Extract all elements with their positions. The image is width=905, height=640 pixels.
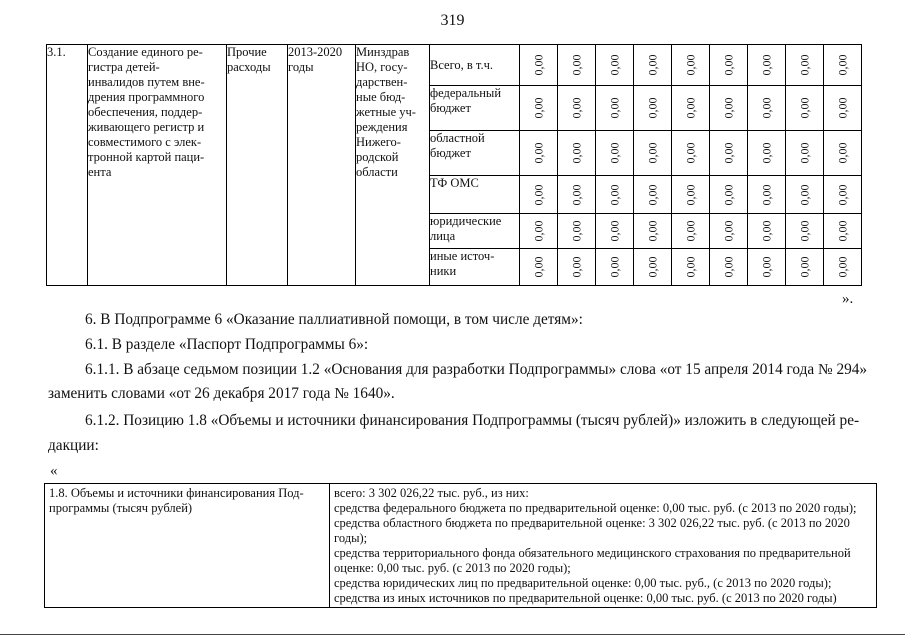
funding-source-label: федеральный xyxy=(430,86,502,100)
value-text: 0,00 xyxy=(569,256,583,278)
expense-type-cell-line: Прочие xyxy=(227,45,267,59)
value-text: 0,00 xyxy=(797,184,811,205)
paragraph-6-1-1-line-2: заменить словами «от 26 декабря 2017 года № 1640». xyxy=(48,385,395,402)
value-text: 0,00 xyxy=(683,142,697,164)
value-cell xyxy=(558,176,596,214)
value-text: 0,00 xyxy=(683,256,697,278)
executor-cell-line: НО, госу- xyxy=(356,60,408,74)
value-text: 0,00 xyxy=(645,220,659,242)
passport-table xyxy=(44,483,877,608)
executor-cell-line: Нижего- xyxy=(356,135,401,149)
funding-source-label: иные источ- xyxy=(430,249,495,263)
value-cell xyxy=(672,249,710,286)
paragraph-6: 6. В Подпрограмме 6 «Оказание паллиативной помощи, в том числе детям»: xyxy=(85,311,583,328)
value-cell xyxy=(634,176,672,214)
value-cell xyxy=(824,249,862,286)
value-cell xyxy=(520,86,558,131)
value-cell xyxy=(824,131,862,176)
value-cell xyxy=(748,176,786,214)
passport-value-line: всего: 3 302 026,22 тыс. руб., из них: xyxy=(334,486,529,500)
activity-name-cell-line: тронной картой паци- xyxy=(88,150,205,164)
passport-item-name xyxy=(45,484,330,608)
value-text: 0,00 xyxy=(797,97,811,119)
value-cell xyxy=(634,45,672,86)
passport-value-line: средства федерального бюджета по предварительной оценке: 0,00 тыс. руб. (с 2013 по 2020 годы); xyxy=(334,501,857,515)
value-text: 0,00 xyxy=(759,142,773,164)
value-text: 0,00 xyxy=(683,54,697,76)
funding-source-label: ники xyxy=(430,264,457,278)
value-text: 0,00 xyxy=(759,97,773,119)
value-text: 0,00 xyxy=(721,184,735,205)
value-text: 0,00 xyxy=(721,256,735,278)
expense-type-cell xyxy=(227,45,288,286)
value-text: 0,00 xyxy=(797,220,811,242)
value-cell xyxy=(786,214,824,249)
value-text: 0,00 xyxy=(759,220,773,242)
value-cell xyxy=(786,131,824,176)
value-cell xyxy=(824,214,862,249)
passport-value-line: годы); xyxy=(334,531,368,545)
funding-source-label: областной xyxy=(430,131,485,145)
value-text: 0,00 xyxy=(531,184,545,205)
value-text: 0,00 xyxy=(607,220,621,242)
value-text: 0,00 xyxy=(607,184,621,205)
value-text: 0,00 xyxy=(607,54,621,76)
value-text: 0,00 xyxy=(759,256,773,278)
value-text: 0,00 xyxy=(531,256,545,278)
activity-name-cell-line: гистра детей- xyxy=(88,60,160,74)
value-text: 0,00 xyxy=(721,220,735,242)
value-text: 0,00 xyxy=(835,142,849,164)
executor-cell-line: Минздрав xyxy=(356,45,410,59)
value-text: 0,00 xyxy=(645,142,659,164)
value-cell xyxy=(596,176,634,214)
value-text: 0,00 xyxy=(607,97,621,119)
value-cell xyxy=(520,131,558,176)
value-cell xyxy=(672,131,710,176)
expense-type-cell-line: расходы xyxy=(227,60,271,74)
passport-value-line: средства территориального фонда обязательного медицинского страхования по предварительной xyxy=(334,546,851,560)
value-cell xyxy=(748,86,786,131)
value-text: 0,00 xyxy=(569,54,583,76)
paragraph-6-1-2-line-2: дакции: xyxy=(48,437,99,454)
value-cell xyxy=(520,45,558,86)
paragraph-6-1: 6.1. В разделе «Паспорт Подпрограммы 6»: xyxy=(85,336,369,353)
funding-source-cell xyxy=(430,45,520,86)
executor-cell-line: дарствен- xyxy=(356,75,408,89)
value-cell xyxy=(824,176,862,214)
funding-source-cell xyxy=(430,131,520,176)
funding-source-cell xyxy=(430,176,520,214)
value-text: 0,00 xyxy=(759,54,773,76)
value-cell xyxy=(672,214,710,249)
value-cell xyxy=(710,131,748,176)
value-text: 0,00 xyxy=(835,220,849,242)
value-cell xyxy=(672,176,710,214)
value-cell xyxy=(748,214,786,249)
passport-item-name-line: 1.8. Объемы и источники финансирования Под- xyxy=(49,486,304,500)
value-text: 0,00 xyxy=(569,184,583,205)
funding-source-label: Всего, в т.ч. xyxy=(430,58,493,72)
value-cell xyxy=(748,131,786,176)
period-cell xyxy=(288,45,356,286)
passport-value-line: средства областного бюджета по предварительной оценке: 3 302 026,22 тыс. руб. (с 2013 по 2020 xyxy=(334,516,850,530)
value-text: 0,00 xyxy=(835,256,849,278)
executor-cell-line: области xyxy=(356,165,398,179)
activity-name-cell-line: ента xyxy=(88,165,112,179)
value-cell xyxy=(596,45,634,86)
value-cell xyxy=(786,86,824,131)
value-text: 0,00 xyxy=(683,220,697,242)
value-cell xyxy=(634,249,672,286)
activity-name-cell-line: инвалидов путем вне- xyxy=(88,75,205,89)
value-cell xyxy=(596,214,634,249)
value-cell xyxy=(520,249,558,286)
funding-source-cell xyxy=(430,214,520,249)
page-bottom-rule xyxy=(0,634,905,635)
funding-table xyxy=(46,44,862,286)
value-cell xyxy=(520,176,558,214)
value-text: 0,00 xyxy=(531,54,545,76)
value-cell xyxy=(596,86,634,131)
funding-source-label: лица xyxy=(430,229,456,243)
funding-source-cell xyxy=(430,249,520,286)
value-text: 0,00 xyxy=(835,97,849,119)
executor-cell-line: жетные уч- xyxy=(356,105,416,119)
table-row xyxy=(47,45,862,86)
value-text: 0,00 xyxy=(683,184,697,205)
period-cell-line: годы xyxy=(288,60,314,74)
funding-source-label: ТФ ОМС xyxy=(430,176,479,190)
value-cell xyxy=(710,86,748,131)
value-text: 0,00 xyxy=(721,142,735,164)
value-text: 0,00 xyxy=(797,256,811,278)
value-cell xyxy=(710,249,748,286)
value-text: 0,00 xyxy=(607,256,621,278)
value-text: 0,00 xyxy=(835,184,849,205)
executor-cell-line: ные бюд- xyxy=(356,90,406,104)
value-text: 0,00 xyxy=(645,256,659,278)
value-cell xyxy=(710,176,748,214)
value-text: 0,00 xyxy=(569,220,583,242)
value-cell xyxy=(558,214,596,249)
executor-cell xyxy=(356,45,430,286)
period-cell-line: 2013-2020 xyxy=(288,45,343,59)
funding-source-cell xyxy=(430,86,520,131)
value-text: 0,00 xyxy=(797,54,811,76)
value-cell xyxy=(520,214,558,249)
activity-name-cell-line: живающего регистр и xyxy=(88,120,205,134)
value-cell xyxy=(710,45,748,86)
value-text: 0,00 xyxy=(835,54,849,76)
value-cell xyxy=(672,45,710,86)
passport-item-value xyxy=(330,484,877,608)
value-cell xyxy=(786,176,824,214)
value-cell xyxy=(558,131,596,176)
value-cell xyxy=(596,249,634,286)
funding-source-label: бюджет xyxy=(430,146,471,160)
passport-value-line: средства юридических лиц по предварительной оценке: 0,00 тыс. руб., (с 2013 по 2020 годы); xyxy=(334,576,832,590)
value-cell xyxy=(710,214,748,249)
passport-row xyxy=(45,484,877,608)
value-text: 0,00 xyxy=(645,97,659,119)
value-cell xyxy=(634,86,672,131)
value-text: 0,00 xyxy=(721,97,735,119)
funding-source-label: юридические xyxy=(430,214,502,228)
paragraph-6-1-1-line-1: 6.1.1. В абзаце седьмом позиции 1.2 «Основания для разработки Подпрограммы» слова «от 15 апреля 2014 года № 294» xyxy=(85,361,868,378)
value-cell xyxy=(786,249,824,286)
funding-source-label: бюджет xyxy=(430,101,471,115)
passport-value-line: оценке: 0,00 тыс. руб. (с 2013 по 2020 годы); xyxy=(334,561,571,575)
executor-cell-line: родской xyxy=(356,150,399,164)
value-text: 0,00 xyxy=(607,142,621,164)
value-text: 0,00 xyxy=(797,142,811,164)
value-cell xyxy=(824,86,862,131)
activity-name-cell-line: обеспечения, поддер- xyxy=(88,105,203,119)
passport-item-name-line: программы (тысяч рублей) xyxy=(49,501,193,515)
value-text: 0,00 xyxy=(569,142,583,164)
value-text: 0,00 xyxy=(645,54,659,76)
value-cell xyxy=(558,86,596,131)
value-text: 0,00 xyxy=(531,220,545,242)
value-text: 0,00 xyxy=(645,184,659,205)
activity-name-cell-line: совместимого с элек- xyxy=(88,135,202,149)
passport-value-line: средства из иных источников по предварительной оценке: 0,00 тыс. руб. (с 2013 по 2020 годы) xyxy=(334,591,837,605)
opening-quote: « xyxy=(50,463,58,479)
value-text: 0,00 xyxy=(569,97,583,119)
value-cell xyxy=(634,214,672,249)
value-cell xyxy=(558,249,596,286)
paragraph-6-1-2-line-1: 6.1.2. Позицию 1.8 «Объемы и источники финансирования Подпрограммы (тысяч рублей)» изложить в следующей ре- xyxy=(85,412,860,429)
activity-name-cell-line: дрения программного xyxy=(88,90,205,104)
closing-quote: ». xyxy=(842,291,854,307)
row-number-cell: 3.1. xyxy=(47,45,88,286)
executor-cell-line: реждения xyxy=(356,120,408,134)
page-number: 319 xyxy=(440,12,465,29)
activity-name-cell xyxy=(88,45,227,286)
value-cell xyxy=(596,131,634,176)
value-text: 0,00 xyxy=(721,54,735,76)
value-text: 0,00 xyxy=(531,142,545,164)
value-cell xyxy=(558,45,596,86)
activity-name-cell-line: Создание единого ре- xyxy=(88,45,203,59)
value-text: 0,00 xyxy=(683,97,697,119)
value-cell xyxy=(748,249,786,286)
value-text: 0,00 xyxy=(531,97,545,119)
value-cell xyxy=(748,45,786,86)
value-cell xyxy=(634,131,672,176)
value-cell xyxy=(672,86,710,131)
value-cell xyxy=(824,45,862,86)
value-text: 0,00 xyxy=(759,184,773,205)
value-cell xyxy=(786,45,824,86)
